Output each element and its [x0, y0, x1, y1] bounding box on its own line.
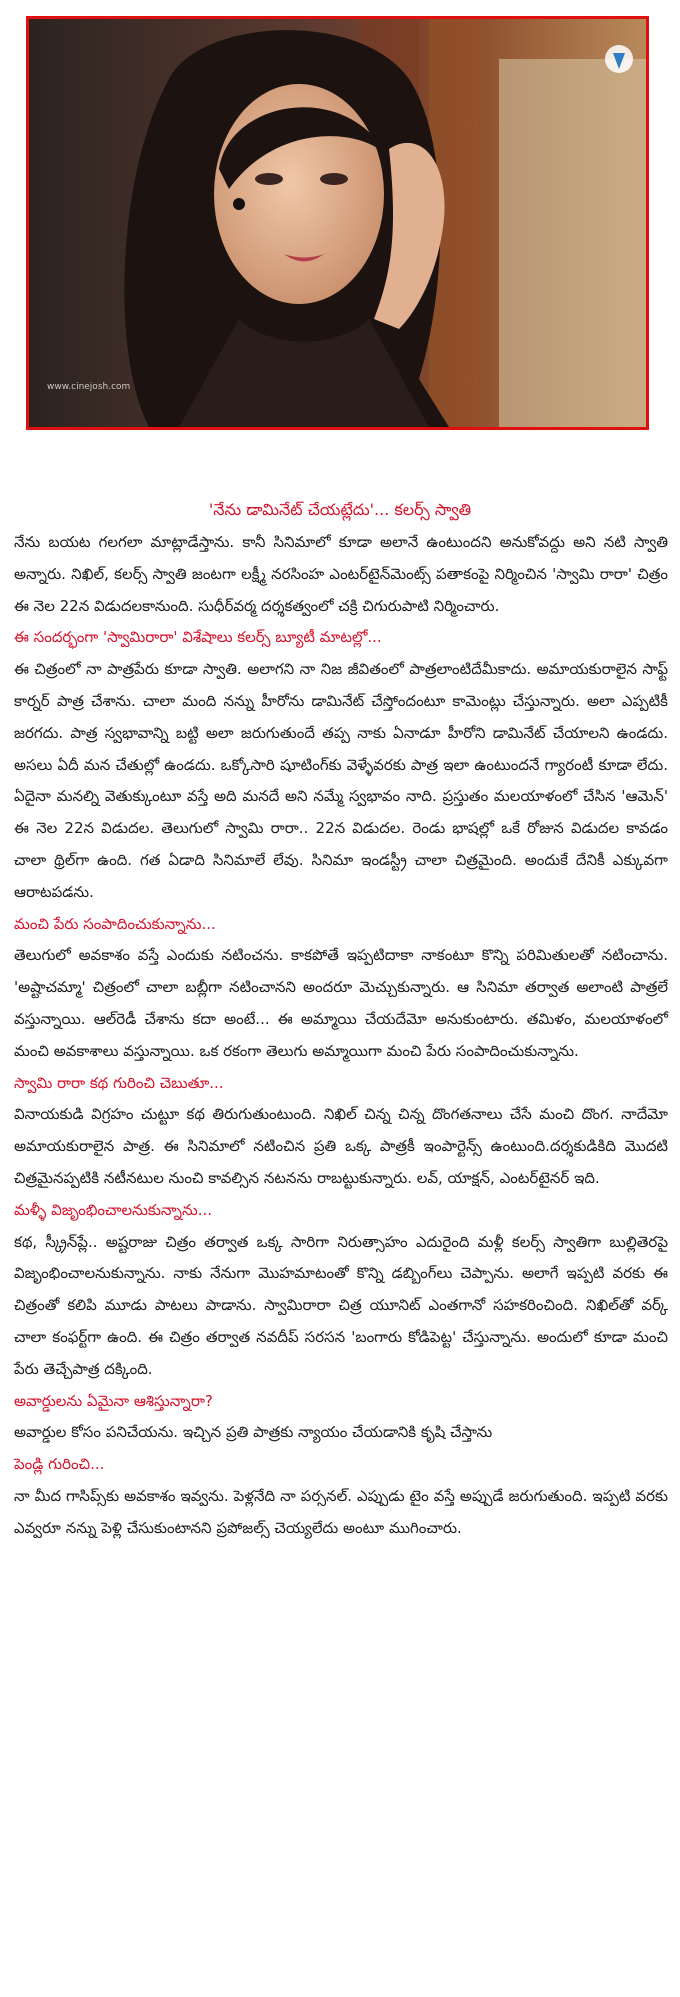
subheading-marriage: పెండ్లి గురించి... — [14, 1455, 105, 1474]
paragraph-marriage: నా మీద గాసిప్స్‌కు అవకాశం ఇవ్వను. పెళ్లనేది నా పర్సనల్. ఎప్పుడు టైం వస్తే అప్పుడే జరుగుతుంది. ఇప్పటి వరకు ఎవ్వరూ నన్ను పెళ్లి చేసుకుంటానని ప్రపోజల్స్ చెయ్యలేదు అంటూ ముగించారు. — [14, 1486, 668, 1537]
subheading-good-name: మంచి పేరు సంపాదించుకున్నాను... — [14, 914, 216, 933]
paragraph-story: వినాయకుడి విగ్రహం చుట్టూ కథ తిరుగుతుంటుంది. నిఖిల్ చిన్న చిన్న దొంగతనాలు చేసే మంచి దొంగ. నాదేమో అమాయకురాలైన పాత్ర. ఈ సినిమాలో నటించిన ప్రతి ఒక్క పాత్రకీ ఇంపార్టెన్స్ ఉంటుంది.దర్శకుడికిది మొదటి చిత్రమైనప్పటికి నటీనటుల నుంచి కావల్సిన నటనను రాబట్టుకున్నారు. లవ్, యాక్షన్, ఎంటర్‌టైనర్ ఇది. — [14, 1105, 668, 1187]
subheading-comeback: మళ్ళీ విజృంభించాలనుకున్నాను... — [14, 1200, 213, 1219]
article-photo — [26, 16, 649, 430]
watermark-text: www.cinejosh.com — [47, 382, 131, 392]
article-body — [14, 527, 668, 1545]
intro-paragraph: నేను బయట గలగలా మాట్లాడేస్తాను. కానీ సినిమాలో కూడా అలానే ఉంటుందని అనుకోవద్దు అని నటి స్వాతి అన్నారు. నిఖిల్, కలర్స్ స్వాతి జంటగా లక్ష్మీ నరసింహ ఎంటర్‌టైన్‌మెంట్స్ పతాకంపై నిర్మించిన 'స్వామి రారా' చిత్రం ఈ నెల 22న విడుదలకానుంది. సుధీర్‌వర్మ దర్శకత్వంలో చక్రి చిగురుపాటి నిర్మించారు. — [14, 533, 668, 615]
paragraph-awards: అవార్డుల కోసం పనిచేయను. ఇచ్చిన ప్రతి పాత్రకు న్యాయం చేయడానికి కృషి చేస్తాను — [14, 1423, 493, 1442]
paragraph-role: ఈ చిత్రంలో నా పాత్రపేరు కూడా స్వాతి. అలాగని నా నిజ జీవితంలో పాత్రలాంటిదేమీకాదు. అమాయకురాలైన సాఫ్ట్ కార్నర్ పాత్ర చేశాను. చాలా మంది నన్ను హీరోను డామినేట్ చేస్తోందంటూ కామెంట్లు చేస్తున్నారు. అలా ఎప్పటికీ జరగదు. పాత్ర స్వభావాన్ని బట్టి అలా జరుగుతుందే తప్ప నాకు ఏనాడూ హీరోని డామినేట్ చేయాలని ఉండదు. అసలు ఏదీ మన చేతుల్లో ఉండదు. ఒక్కోసారి షూటింగ్‌కు వెళ్ళేవరకు పాత్ర ఇలా ఉంటుందనే గ్యారంటీ కూడా లేదు. ఏదైనా మనల్ని వెతుక్కుంటూ వస్తే అది మనదే అని నమ్మే స్వభావం నాది. ప్రస్తుతం మలయాళంలో చేసిన 'ఆమెన్' ఈ నెల 22న విడుదల. తెలుగులో స్వామి రారా.. 22న విడుదల. రెండు భాషల్లో ఒకే రోజున విడుదల కావడం చాలా థ్రిల్‌గా ఉంది. గత ఏడాది సినిమాలే లేవు. సినిమా ఇండస్ట్రీ చాలా చిత్రమైంది. అందుకే దేనికీ ఎక్కువగా ఆరాటపడను. — [14, 660, 668, 901]
paragraph-good-name: తెలుగులో అవకాశం వస్తే ఎందుకు నటించను. కాకపోతే ఇప్పటిదాకా నాకంటూ కొన్ని పరిమితులతో నటించాను. 'అష్టాచమ్మా' చిత్రంలో చాలా బబ్లీగా నటించానని అందరూ మెచ్చుకున్నారు. ఆ సినిమా తర్వాత అలాంటి పాత్రలే వస్తున్నాయి. ఆల్‌రెడీ చేశాను కదా అంటే... ఈ అమ్మాయి చేయదేమో అనుకుంటారు. తమిళం, మలయాళంలో మంచి అవకాశాలు వస్తున్నాయి. ఒక రకంగా తెలుగు అమ్మాయిగా మంచి పేరు సంపాదించుకున్నాను. — [14, 946, 668, 1060]
subheading-awards: అవార్డులను ఏమైనా ఆశిస్తున్నారా? — [14, 1391, 213, 1410]
portrait-image — [29, 19, 646, 427]
subheading-story: స్వామి రారా కథ గురించి చెబుతూ... — [14, 1073, 224, 1092]
article-headline: 'నేను డామినేట్ చేయట్లేదు'... కలర్స్ స్వాతి — [208, 500, 472, 519]
paragraph-comeback: కథ, స్క్రీన్‌ప్లే.. అష్టరాజు చిత్రం తర్వాత ఒక్క సారిగా నిరుత్సాహం ఎదురైంది మళ్లీ కలర్స్ స్వాతిగా బుల్లితెరపై విజృంభించాలనుకున్నాను. నాకు నేనుగా మొహమాటంతో కొన్ని డబ్బింగ్‌లు చెప్పాను. అలాగే ఇప్పటి వరకు ఈ చిత్రంతో కలిపి మూడు పాటలు పాడాను. స్వామిరారా చిత్ర యూనిట్ ఎంతగానో సహకరించింది. నిఖిల్‌తో వర్క్ చాలా కంఫర్ట్‌గా ఉంది. ఈ చిత్రం తర్వాత నవదీప్ సరసన 'బంగారు కోడిపెట్ట' చేస్తున్నాను. అందులో కూడా మంచి పేరు తెచ్చేపాత్ర దక్కింది. — [14, 1232, 668, 1378]
subheading-special: ఈ సందర్భంగా 'స్వామిరారా' విశేషాలు కలర్స్ బ్యూటీ మాటల్లో... — [14, 628, 382, 647]
